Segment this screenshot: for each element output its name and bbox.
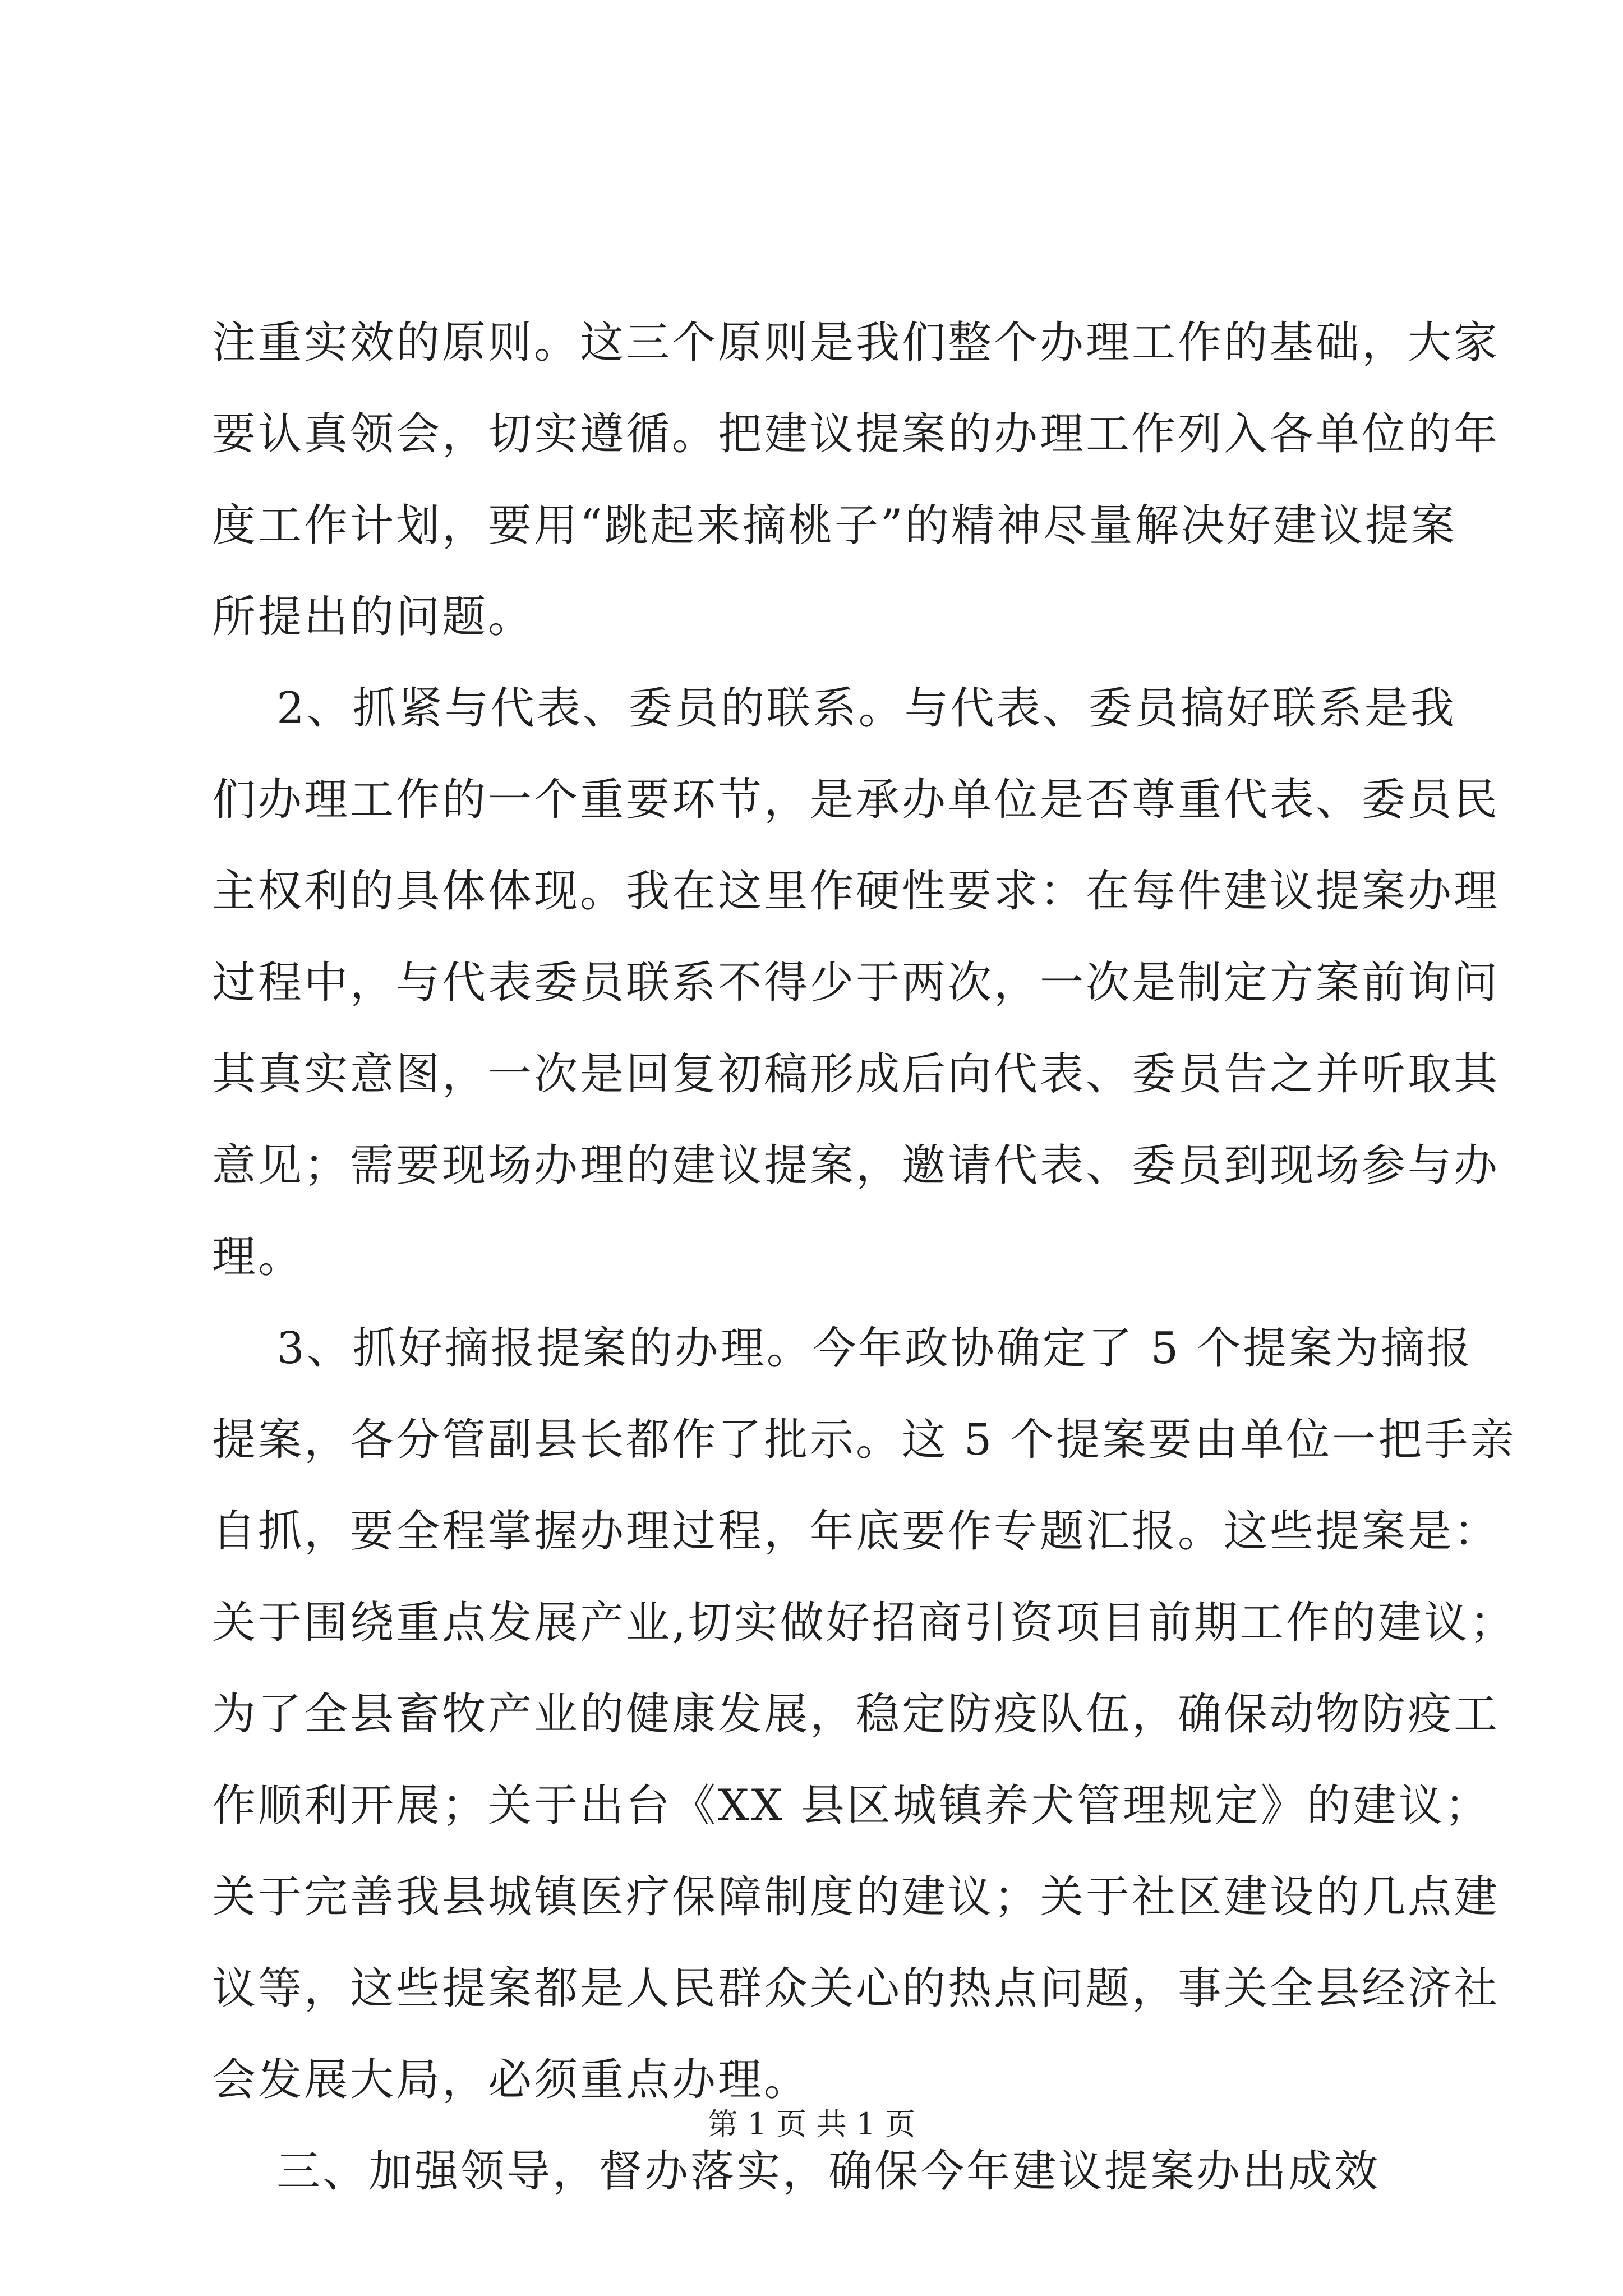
text-line: 为了全县畜牧产业的健康发展，稳定防疫队伍，确保动物防疫工 [212,1689,1500,1740]
text-line: 作顺利开展；关于出台《XX 县区城镇养犬管理规定》的建议； [212,1780,1491,1831]
text-line: 自抓，要全程掌握办理过程，年底要作专题汇报。这些提案是： [212,1506,1500,1557]
text-line: 议等，这些提案都是人民群众关心的热点问题，事关全县经济社 [212,1963,1500,2014]
text-line: 2、抓紧与代表、委员的联系。与代表、委员搞好联系是我 [212,683,1456,734]
text-line: 过程中，与代表委员联系不得少于两次，一次是制定方案前询问 [212,958,1500,1008]
text-line: 理。 [212,1232,305,1282]
text-line: 度工作计划，要用“跳起来摘桃子”的精神尽量解决好建议提案 [212,500,1457,551]
section-heading: 三、加强领导，督办落实，确保今年建议提案办出成效 [212,2146,1381,2197]
page-footer: 第 1 页 共 1 页 [707,2106,916,2142]
document-body [212,297,1516,2217]
paragraph-1 [212,297,1500,663]
text-line: 其真实意图，一次是回复初稿形成后向代表、委员告之并听取其 [212,1049,1500,1099]
text-line: 关于围绕重点发展产业,切实做好招商引资项目前期工作的建议； [212,1598,1516,1648]
text-line: 所提出的问题。 [212,592,534,642]
text-line: 3、抓好摘报提案的办理。今年政协确定了 5 个提案为摘报 [212,1323,1473,1374]
text-line: 关于完善我县城镇医疗保障制度的建议；关于社区建设的几点建 [212,1872,1500,1922]
text-line: 意见；需要现场办理的建议提案，邀请代表、委员到现场参与办 [212,1140,1500,1191]
text-line: 会发展大局，必须重点办理。 [212,2055,810,2105]
text-line: 主权利的具体体现。我在这里作硬性要求：在每件建议提案办理 [212,866,1500,917]
text-line: 注重实效的原则。这三个原则是我们整个办理工作的基础，大家 [212,318,1500,368]
paragraph-2 [212,663,1500,1303]
text-line: 提案，各分管副县长都作了批示。这 5 个提案要由单位一把手亲 [212,1415,1516,1465]
text-line: 要认真领会，切实遵循。把建议提案的办理工作列入各单位的年 [212,409,1500,459]
text-line: 们办理工作的一个重要环节，是承办单位是否尊重代表、委员民 [212,775,1500,825]
paragraph-3 [212,1303,1516,2126]
